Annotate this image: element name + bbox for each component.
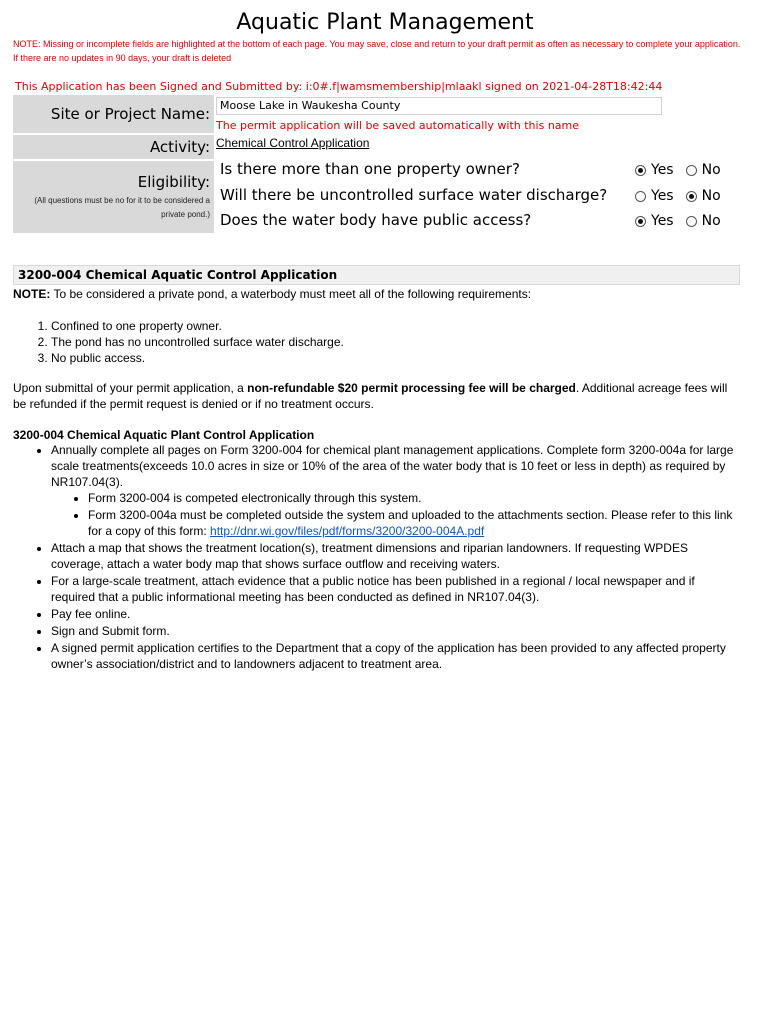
eligibility-label-cell <box>13 161 214 233</box>
note-label: NOTE: <box>13 287 51 301</box>
radio-no[interactable] <box>686 165 697 176</box>
section-heading: 3200-004 Chemical Aquatic Control Application <box>13 265 740 285</box>
requirements-list <box>14 318 344 366</box>
activity-value: Chemical Control Application <box>216 136 370 150</box>
list-item <box>51 442 741 539</box>
list-item: 3. No public access. <box>51 350 344 366</box>
site-name-hint: The permit application will be saved automatically with this name <box>216 119 580 132</box>
private-pond-note <box>13 286 531 302</box>
radio-yes[interactable] <box>635 165 646 176</box>
radio-group-public-access <box>635 213 733 229</box>
sub-list <box>51 490 741 539</box>
question-multiple-owners: Is there more than one property owner? <box>220 160 520 178</box>
instructions-heading: 3200-004 Chemical Aquatic Plant Control Application <box>13 428 315 442</box>
radio-yes-label: Yes <box>651 162 674 178</box>
site-name-field[interactable]: Moose Lake in Waukesha County <box>216 97 662 115</box>
site-name-label: Site or Project Name: <box>13 95 214 133</box>
list-item: • Attach a map that shows the treatment location(s), treatment dimensions and riparian landowners. If requesting WPDES coverage, attach a water body map that shows surface outflow and receiving waters. <box>51 540 741 572</box>
eligibility-subtext: (All questions must be no for it to be considered a private pond.) <box>34 196 210 219</box>
list-item: • Sign and Submit form. <box>51 623 741 639</box>
list-item: • Pay fee online. <box>51 606 741 622</box>
list-item: • A signed permit application certifies to the Department that a copy of the application has been provided to any affected property owner’s association/district and to landowners adjacent to treatment area. <box>51 640 741 672</box>
list-item-text: Form 3200-004a must be completed outside the system and uploaded to the attachments section. Please refer to this link for a copy of this form: <box>88 508 733 538</box>
form-3200-004a-link[interactable]: http://dnr.wi.gov/files/pdf/forms/3200/3200-004A.pdf <box>210 524 485 538</box>
radio-yes-label: Yes <box>651 188 674 204</box>
question-surface-discharge: Will there be uncontrolled surface water discharge? <box>220 186 608 204</box>
radio-group-multiple-owners <box>635 162 733 178</box>
list-item: • For a large-scale treatment, attach evidence that a public notice has been published in a regional / local newspaper and if required that a public informational meeting has been conducted as defined in NR107.04(3). <box>51 573 741 605</box>
radio-yes-label: Yes <box>651 213 674 229</box>
signed-status-line: This Application has been Signed and Submitted by: i:0#.f|wamsmembership|mlaakl signed on 2021-04-28T18:42:44 <box>15 80 663 93</box>
activity-label: Activity: <box>13 135 214 159</box>
radio-no-label: No <box>701 213 721 229</box>
radio-no-label: No <box>701 188 721 204</box>
fee-text-pre: Upon submittal of your permit application, a <box>13 381 248 395</box>
list-item: • Form 3200-004 is competed electronically through this system. <box>88 490 741 506</box>
page-title: Aquatic Plant Management <box>236 10 534 35</box>
fee-text-bold: non-refundable $20 permit processing fee will be charged <box>247 381 576 395</box>
fee-paragraph <box>13 380 733 412</box>
list-item <box>88 507 741 539</box>
eligibility-label: Eligibility: <box>137 173 210 191</box>
radio-group-surface-discharge <box>635 188 733 204</box>
list-item: 1. Confined to one property owner. <box>51 318 344 334</box>
list-item: 2. The pond has no uncontrolled surface water discharge. <box>51 334 344 350</box>
draft-note: NOTE: Missing or incomplete fields are highlighted at the bottom of each page. You may save, close and return to your draft permit as often as necessary to complete your application. If there are no updates in 90 days, your draft is deleted <box>13 39 741 63</box>
instructions-list <box>14 442 741 673</box>
question-public-access: Does the water body have public access? <box>220 211 532 229</box>
list-item-text: Annually complete all pages on Form 3200-004 for chemical plant management applications. Complete form 3200-004a for large scale treatments(exceeds 10.0 acres in size or 10% of the area of the water body that is 10 feet or less in depth) as required by NR107.04(3). <box>51 443 734 489</box>
radio-yes[interactable] <box>635 216 646 227</box>
radio-no-label: No <box>701 162 721 178</box>
radio-yes[interactable] <box>635 191 646 202</box>
fee-text-post: . Additional acreage fees will be refunded if the permit request is denied or if no treatment occurs. <box>13 381 728 411</box>
radio-no[interactable] <box>686 191 697 202</box>
radio-no[interactable] <box>686 216 697 227</box>
note-text: To be considered a private pond, a waterbody must meet all of the following requirements: <box>50 287 532 301</box>
